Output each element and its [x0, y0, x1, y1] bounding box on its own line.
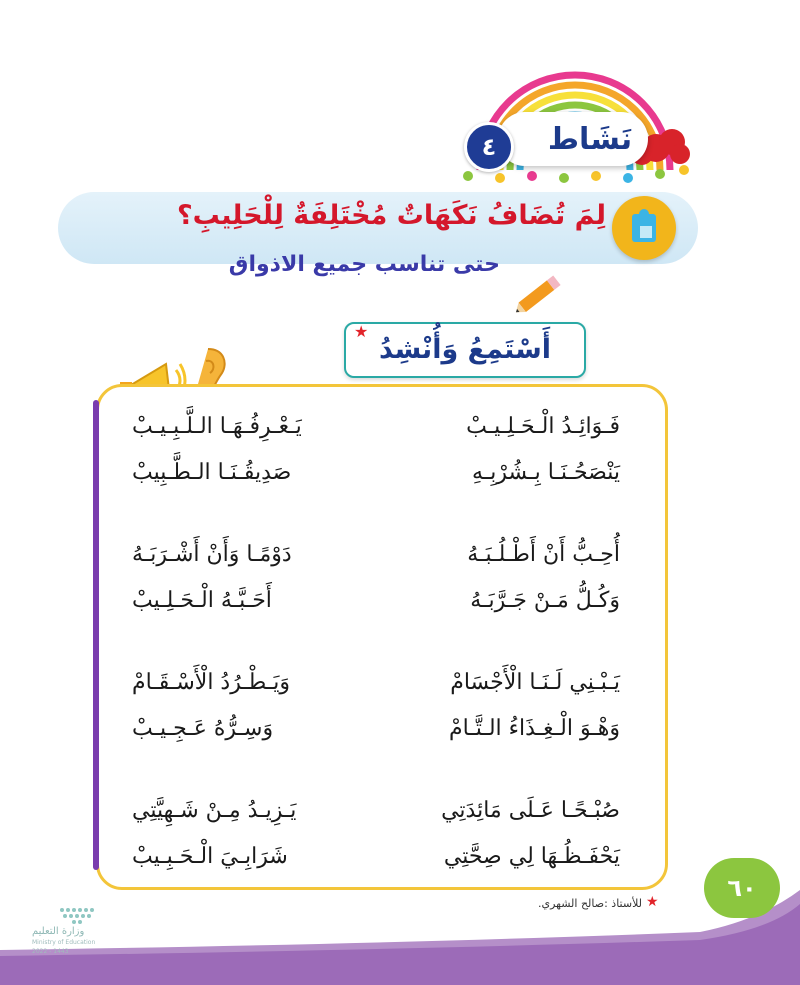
poem-hemistich-left: يَـعْـرِفُـهَـا الـلَّـبِـيـبْ — [132, 414, 302, 439]
poem-stanza — [110, 404, 640, 496]
activity-title: نَشَاط — [547, 121, 633, 157]
poem-stanza — [110, 532, 640, 624]
poem-hemistich-left: يَـزِيـدُ مِـنْ شَـهِيَّتِي — [132, 798, 297, 823]
poem-hemistich-left: وَيَـطْـرُدُ الْأَسْـقَـامْ — [132, 670, 291, 695]
page-number: ٦٠ — [704, 858, 780, 918]
poem-line — [110, 578, 640, 624]
puzzle-icon — [612, 196, 676, 260]
ministry-year: 2022 - 1443 — [32, 948, 69, 955]
poem-line — [110, 788, 640, 834]
question-text: لِمَ تُضَافُ نَكَهَاتٌ مُخْتَلِفَةٌ لِلْحَلِيبِ؟ — [176, 200, 606, 231]
poem-line — [110, 450, 640, 496]
poem-hemistich-left: صَدِيقُـنَـا الـطَّـبِيبْ — [132, 460, 292, 485]
poem-hemistich-left: دَوْمًـا وَأَنْ أَشْـرَبَـهُ — [132, 542, 292, 567]
pencil-icon — [510, 272, 566, 318]
ministry-emblem-icon — [32, 904, 122, 926]
ministry-name: وزارة التعليم — [32, 926, 85, 937]
poem — [110, 404, 640, 916]
poem-accent-bar — [93, 400, 99, 870]
poem-hemistich-right: فَـوَائِـدُ الْـحَـلِـيـبْ — [466, 414, 620, 439]
poem-stanza — [110, 660, 640, 752]
poem-line — [110, 404, 640, 450]
poem-hemistich-left: شَرَابِـيَ الْـحَـبِـيبْ — [132, 844, 288, 869]
star-icon: ★ — [354, 322, 369, 341]
poem-hemistich-right: وَكُـلُّ مَـنْ جَـرَّبَـهُ — [470, 588, 620, 613]
poem-credit: للأستاذ :صالح الشهري. — [537, 897, 642, 910]
poem-line — [110, 706, 640, 752]
poem-line — [110, 532, 640, 578]
poem-hemistich-right: وَهْـوَ الْـغِـذَاءُ الـتَّـامْ — [448, 716, 620, 741]
star-icon: ★ — [646, 894, 659, 910]
activity-number-badge: ٤ — [464, 122, 514, 172]
poem-hemistich-right: أُحِـبُّ أَنْ أَطْـلُـبَـهُ — [467, 542, 620, 567]
ministry-english-name: Ministry of Education — [32, 939, 96, 946]
answer-text: حتى تناسب جميع الاذواق — [228, 252, 500, 277]
poem-hemistich-right: يَـبْـنِي لَـنَـا الْأَجْسَامْ — [450, 670, 620, 695]
poem-hemistich-right: يَحْفَـظُـهَا لِي صِحَّتِي — [443, 844, 620, 869]
section-heading: أَسْتَمِعُ وَأُنْشِدُ — [344, 322, 586, 378]
poem-hemistich-left: وَسِـرُّهُ عَـجِـيـبْ — [132, 716, 274, 741]
poem-hemistich-right: يَنْصَحُـنَـا بِـشُرْبِـهِ — [472, 460, 620, 485]
poem-hemistich-right: صُبْـحًـا عَـلَى مَائِدَتِي — [441, 798, 620, 823]
ministry-logo — [32, 904, 122, 954]
activity-title-pill — [498, 112, 648, 166]
poem-hemistich-left: أَحَـبَّـهُ الْـحَـلِـيبْ — [132, 588, 272, 613]
poem-line — [110, 660, 640, 706]
